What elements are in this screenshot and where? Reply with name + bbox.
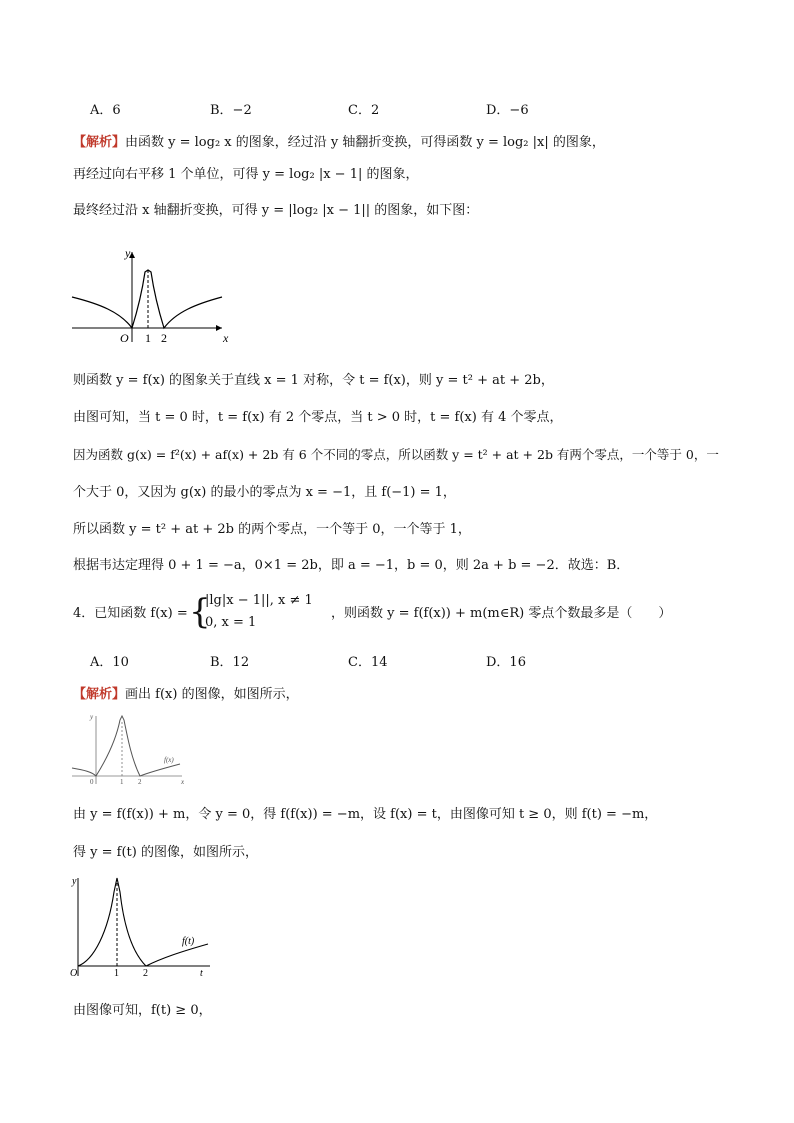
solution-tag: 【解析】 [73,687,126,702]
q4-suffix: ，则函数 y = f(f(x)) + m(m∈R) 零点个数最多是（ ） [331,606,672,621]
q4-solution-line-1 [73,686,299,704]
q3-option-a: A．6 [90,103,121,118]
x-label: x [223,331,229,345]
q3-solution-line-9: 根据韦达定理得 0 + 1 = −a，0×1 = 2b，即 a = −1，b = 0，则 2a + b = −2．故选：B． [73,558,630,573]
curve-label: f(x) [164,756,174,764]
graph-log-abs [70,242,240,347]
x-label: x [181,778,185,786]
curve-label: f(t) [182,936,195,947]
curve-path [72,716,180,776]
y-label: y [125,246,131,260]
origin-label: O [120,331,129,345]
q3-solution-line-3: 最终经过沿 x 轴翻折变换，可得 y = |log₂ |x − 1|| 的图象，如下图： [73,203,479,218]
q4-option-d: D．16 [486,655,526,670]
tick-label-2: 2 [138,778,142,786]
tick-label-2: 2 [161,331,167,345]
q4-case-2: 0, x = 1 [205,615,257,630]
q4-option-a: A．10 [90,655,129,670]
q3-solution-line-8: 所以函数 y = t² + at + 2b 的两个零点，一个等于 0，一个等于 1， [73,522,471,537]
piecewise-brace: { [189,592,211,632]
solution-text: 画出 f(x) 的图像，如图所示， [125,687,299,702]
q3-solution-line-7: 个大于 0，又因为 g(x) 的最小的零点为 x = −1，且 f(−1) = 1， [73,485,456,500]
q4-case-1: |lg|x − 1||, x ≠ 1 [205,593,313,608]
q3-option-d: D．−6 [486,103,529,118]
q4-solution-line-4: 由图像可知，f(t) ≥ 0， [73,1003,212,1018]
x-label: t [200,968,203,978]
q3-solution-line-1 [73,134,605,152]
q4-option-b: B．12 [210,655,250,670]
q4-solution-line-2: 由 y = f(f(x)) + m，令 y = 0，得 f(f(x)) = −m，设 f(x) = t，由图像可知 t ≥ 0，则 f(t) = −m， [73,807,658,822]
q3-solution-line-4: 则函数 y = f(x) 的图象关于直线 x = 1 对称，令 t = f(x)，则 y = t² + at + 2b， [73,373,554,388]
q4-option-c: C．14 [348,655,388,670]
q3-solution-line-6: 因为函数 g(x) = f²(x) + af(x) + 2b 有 6 个不同的零点，所以函数 y = t² + at + 2b 有两个零点，一个等于 0，一 [73,447,719,462]
solution-tag: 【解析】 [73,135,126,150]
origin-label: O [70,968,78,978]
q3-option-c: C．2 [348,103,380,118]
q3-solution-line-2: 再经过向右平移 1 个单位，可得 y = log₂ |x − 1| 的图象， [73,167,419,182]
q3-option-b: B．−2 [210,103,252,118]
x-axis-arrow-icon [216,325,222,331]
y-label: y [72,876,77,887]
origin-label: 0 [90,778,94,786]
y-label: y [90,713,94,721]
tick-label-1: 1 [114,968,119,978]
curve-path [72,270,222,328]
curve-path [78,878,208,966]
q4-stem [73,592,773,636]
q4-solution-line-3: 得 y = f(t) 的图像，如图所示， [73,845,258,860]
tick-label-1: 1 [120,778,124,786]
solution-text: 由函数 y = log₂ x 的图象，经过沿 y 轴翻折变换，可得函数 y = log₂ |x| 的图象， [125,135,605,150]
q4-prefix: 4．已知函数 f(x) = [73,606,188,621]
q3-solution-line-5: 由图可知，当 t = 0 时，t = f(x) 有 2 个零点，当 t > 0 时，t = f(x) 有 4 个零点， [73,410,563,425]
tick-label-2: 2 [143,968,148,978]
graph-f-x [70,710,190,786]
tick-label-1: 1 [145,331,151,345]
graph-f-t [70,872,220,978]
